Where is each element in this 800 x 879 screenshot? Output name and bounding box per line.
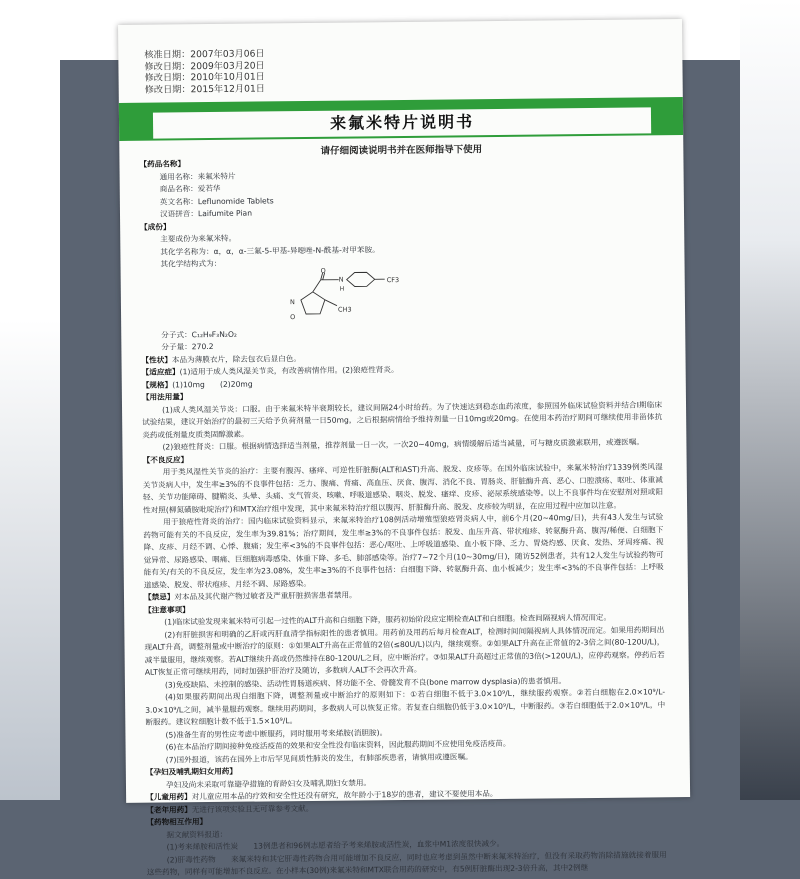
carbonyl-o-label: O <box>321 266 326 274</box>
section-header-properties: 【性状】 <box>141 355 171 364</box>
section-header-composition: 【成份】 <box>140 216 660 234</box>
indications-text: (1)适用于成人类风湿关节炎，有改善病情作用。(2)狼疮性肾炎。 <box>180 365 399 376</box>
precaution-item: (4)如果服药期间出现白细胞下降，调整剂量或中断治疗的原则如下：①若白细胞不低于3.0×10⁹/L，继续服药观察。②若白细胞在2.0×10⁹/L-3.0×10⁹/L之间，减半量服药观察。继续用药期间，多数病人可以恢复正常。若复查白细胞仍低于3.0×10⁹/L，中断服药。③若白细胞低于2.0×10⁹/L，中断服药。建议粒细胞计数不低于1.5×10⁹/L。 <box>145 686 665 729</box>
precaution-item: (5)准备生育的男性应考虑中断服药，同时服用考来烯胺(消胆胺)。 <box>145 724 665 742</box>
section-header-specs: 【规格】 <box>142 380 172 389</box>
precaution-item: (6)在本品治疗期间接种免疫活疫苗的效果和安全性没有临床资料，因此服药期间不应使用免疫活疫苗。 <box>146 736 666 754</box>
molecular-formula: 分子式：C₁₂H₉F₃N₂O₂ <box>141 324 661 342</box>
document-subtitle: 请仔细阅读说明书并在医师指导下使用 <box>119 139 683 159</box>
amide-n-label: N <box>339 275 344 283</box>
interactions-intro: 据文献资料报道： <box>146 824 666 842</box>
section-header-indications: 【适应症】 <box>142 367 180 376</box>
document-title: 来氟米特片说明书 <box>153 107 651 138</box>
elderly-text: 无进行该项实验且无可靠参考文献。 <box>192 803 314 813</box>
ring-n-label: N <box>290 298 295 306</box>
interaction-item: (1)考来烯胺和活性炭 13例患者和96例志愿者给予考来烯胺或活性炭，血浆中M1浓度很快减少。 <box>147 836 667 854</box>
revision-date: 修改日期：2010年10月01日 <box>145 71 265 84</box>
adverse-lupus: 用于狼疮性肾炎的治疗：国内临床试验资料显示，来氟米特治疗108例活动增殖型狼疮肾炎病人中，前6个月(20~40mg/日)，共有43人发生与试验药物可能有关的不良反应，发生率为39.81%；治疗期间，发生率≥3%的不良事件包括：脱发、血压升高、带状疱疹、转氨酶升高、腹泻/稀便、白细胞下降、皮疹、月经不调、心悸、腹痛；发生率<3%的不良事件包括：恶心/呕吐、上呼吸道感染、血小板下降、乏力、胃烧灼感、厌食、发热、牙周疼痛、视觉异常、尿路感染、咽痛、巨细胞病毒感染、体重下降、多毛、肺部感染等。治疗7~72个月(10~30mg/日)，随访52例患者，共有12人发生与试验药物可能有关/有关的不良反应，发生率为23.08%，发生率≥3%的不良事件包括：白细胞下降、转氨酶升高、血小板减少；发生率<3%的不良事件包括：上呼吸道感染、脱发、带状疱疹、月经不调、尿路感染。 <box>143 511 664 591</box>
precaution-item: (1)临床试验发现来氟米特可引起一过性的ALT升高和白细胞下降，服药初始阶段应定期检查ALT和白细胞。检查间隔视病人情况而定。 <box>144 611 664 629</box>
leaflet-paper <box>118 19 690 803</box>
properties-text: 本品为薄膜衣片，除去包衣后显白色。 <box>172 354 301 364</box>
section-header-drug-name: 【药品名称】 <box>139 153 659 171</box>
composition-chemical-name: 其化学名称为：α，α，α-三氟-5-甲基-异噁唑-N-酰基-对甲苯胺。 <box>140 241 660 259</box>
cf3-label: CF3 <box>387 276 400 284</box>
precaution-item: (2)有肝脏损害和明确的乙肝或丙肝血清学指标阳性的患者慎用。用药前及用药后每月检查ALT，检测时间间隔视病人具体情况而定。如果用药期间出现ALT升高，调整剂量或中断治疗的原则：①如果ALT升高在正常值的2倍(≤80U/L)以内，继续观察。②如果ALT升高在正常值的2-3倍之间(80-120U/L)，减半量服用，继续观察。若ALT继续升高或仍然维持在80-120U/L之间，应中断治疗。③如果ALT升高超过正常值的3倍(>120U/L)，应停药观察。停药后若ALT恢复正常可继续用药，同时加强护肝治疗及随访，多数病人ALT不会再次升高。 <box>144 624 664 679</box>
methyl-label: CH3 <box>338 305 352 313</box>
drug-generic-name: 通用名称：来氟米特片 <box>140 166 660 184</box>
chemical-structure <box>281 268 442 328</box>
section-header-interactions: 【药物相互作用】 <box>146 811 666 829</box>
section-header-children: 【儿童用药】 <box>146 792 192 801</box>
drug-trade-name: 商品名称：爱若华 <box>140 178 660 196</box>
amide-h-label: H <box>340 285 345 292</box>
background-right <box>740 0 800 800</box>
dosage-lupus: (2)狼疮性肾炎：口服。根据病情选择适当剂量，推荐剂量一日一次，一次20~40mg，病情缓解后适当减量，可与糖皮质激素联用，或遵医嘱。 <box>142 436 662 454</box>
section-header-pregnancy: 【孕妇及哺乳期妇女用药】 <box>146 761 666 779</box>
approval-date: 核准日期：2007年03月06日 <box>144 48 264 61</box>
molecular-weight: 分子量：270.2 <box>141 336 661 354</box>
dosage-ra: (1)成人类风湿关节炎：口服。由于来氟米特半衰期较长，建议间隔24小时给药。为了快速达到稳态血药浓度，参照国外临床试验资料并结合Ⅰ期临床试验结果，建议开始治疗的最初三天给予负荷剂量一日50mg，之后根据病情给予维持剂量一日10mg或20mg。在使用本药治疗期间可继续使用非甾体抗炎药或低剂量皮质类固醇激素。 <box>142 399 662 442</box>
composition-main: 主要成份为来氟米特。 <box>140 228 660 246</box>
contraindications-text: 对本品及其代谢产物过敏者及严重肝脏损害患者禁用。 <box>174 590 356 601</box>
drug-english-name: 英文名称：Leflunomide Tablets <box>140 191 660 209</box>
leaflet-body <box>139 153 667 879</box>
precaution-item: (7)国外报道，该药在国外上市后罕见间质性肺炎的发生，有肺部疾患者，请慎用或遵医嘱。 <box>146 749 666 767</box>
children-text: 对儿童应用本品的疗效和安全性还没有研究，故年龄小于18岁的患者，建议不要使用本品。 <box>192 789 498 801</box>
section-header-elderly: 【老年用药】 <box>146 805 192 814</box>
specs-text: (1)10mg (2)20mg <box>172 379 253 389</box>
drug-pinyin-name: 汉语拼音：Laifumite Pian <box>140 203 660 221</box>
pregnancy-text: 孕妇及尚未采取可靠避孕措施的育龄妇女及哺乳期妇女禁用。 <box>146 774 666 792</box>
revision-dates <box>144 48 265 95</box>
precaution-item: (3)免疫缺陷、未控制的感染、活动性胃肠道疾病、肾功能不全、骨髓发育不良(bone marrow dysplasia)的患者慎用。 <box>145 674 665 692</box>
composition-structure-label: 其化学结构式为： <box>140 253 660 271</box>
section-header-contraindications: 【禁忌】 <box>144 592 174 601</box>
section-header-adverse-reactions: 【不良反应】 <box>143 449 663 467</box>
section-header-dosage: 【用法用量】 <box>142 386 662 404</box>
background-left <box>0 0 60 800</box>
interaction-item: (2)肝毒性药物 来氟米特和其它肝毒性药物合用可能增加不良反应，同时也应考虑到虽然中断来氟米特治疗，但没有采取药物消除措施就接着服用这些药物，同样有可能增加不良反应。在小样本(30例)来氟米特和MTX联合用药的研究中，有5例肝脏酶出现2-3倍升高，其中2例继 <box>147 849 667 879</box>
revision-date: 修改日期：2009年03月20日 <box>144 60 264 73</box>
ring-o-label: O <box>290 313 295 321</box>
title-banner <box>119 97 683 141</box>
adverse-ra: 用于类风湿性关节炎的治疗：主要有腹泻、瘙痒、可逆性肝脏酶(ALT和AST)升高、脱发、皮疹等。在国外临床试验中，来氟米特治疗1339例类风湿关节炎病人中，发生率≥3%的不良事件包括：乏力、腹痛、背痛、高血压、厌食、腹泻、消化不良、胃肠炎、肝脏酶升高、恶心、口腔溃疡、呕吐、体重减轻、关节功能障碍、腱鞘炎、头晕、头痛、支气管炎、咳嗽、呼吸道感染、咽炎、脱发、瘙痒、皮疹、泌尿系统感染等。以上不良事件均在安慰剂对照或阳性对照(柳氮磺胺吡啶治疗)和MTX治疗组中发现，其中来氟米特治疗组以腹泻、肝脏酶升高、脱发、皮疹较为明显，在应用过程中应加以注意。 <box>143 461 663 516</box>
section-header-precautions: 【注意事项】 <box>144 599 664 617</box>
revision-date: 修改日期：2015年12月01日 <box>145 83 265 96</box>
chemical-structure-diagram <box>281 268 442 328</box>
